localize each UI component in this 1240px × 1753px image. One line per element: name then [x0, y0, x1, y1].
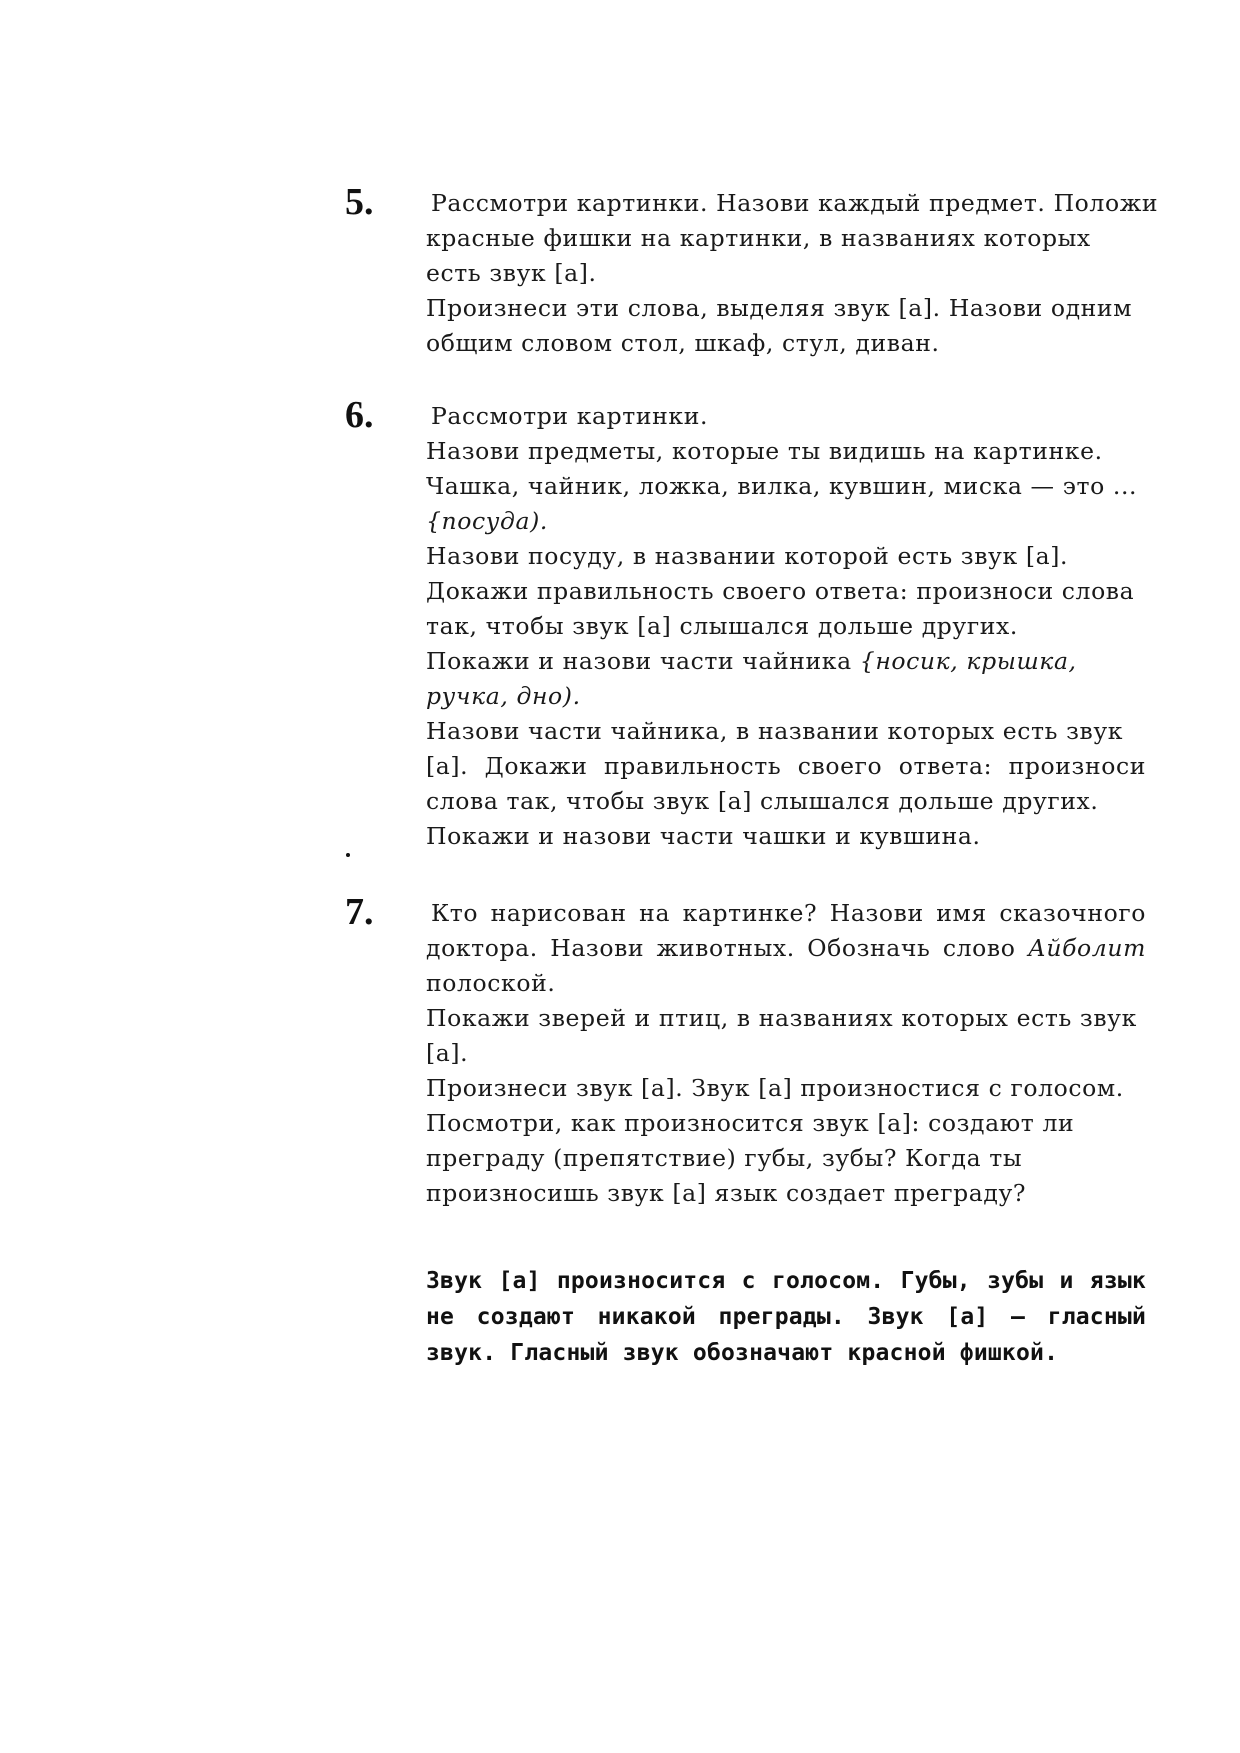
- task-6-line: Назови части чайника, в названии которых есть звук: [426, 717, 1124, 745]
- task-5-line: красные фишки на картинки, в названиях которых: [426, 224, 1091, 252]
- task-5-text: [426, 186, 1159, 361]
- task-6-line: Чашка, чайник, ложка, вилка, кувшин, миска — это ...: [426, 472, 1138, 500]
- task-7-line: Произнеси звук [а]. Звук [а] произностися с голосом.: [426, 1074, 1124, 1102]
- task-6-line: Назови предметы, которые ты видишь на картинке.: [426, 437, 1103, 465]
- rule-line: Звук [а] произносится с голосом. Губы, зубы и язык: [426, 1268, 1146, 1294]
- task-5-line: есть звук [а].: [426, 259, 597, 287]
- task-7-text: [426, 896, 1146, 1211]
- task-6-answer: {носик, крышка,: [859, 647, 1077, 675]
- task-7-line: полоской.: [426, 969, 556, 997]
- task-7-line: Покажи зверей и птиц, в названиях которых есть звук: [426, 1004, 1137, 1032]
- rule-line: звук. Гласный звук обозначают красной фишкой.: [426, 1340, 1059, 1366]
- task-7-line-text: доктора. Назови животных. Обозначь слово: [426, 934, 1016, 962]
- task-6-line: слова так, чтобы звук [а] слышался дольше других.: [426, 787, 1099, 815]
- task-5-line: общим словом стол, шкаф, стул, диван.: [426, 329, 940, 357]
- task-number-7: 7.: [345, 891, 374, 933]
- task-number-6: 6.: [345, 394, 374, 436]
- task-6-line: так, чтобы звук [а] слышался дольше других.: [426, 612, 1018, 640]
- task-6-line: Покажи и назови части чашки и кувшина.: [426, 822, 981, 850]
- task-7-name: Айболит: [1027, 934, 1146, 962]
- task-6-line: Докажи правильность своего ответа: произноси слова: [426, 577, 1135, 605]
- task-7-line: Посмотри, как произносится звук [а]: создают ли: [426, 1109, 1075, 1137]
- task-5-line: Рассмотри картинки. Назови каждый предмет. Положи: [431, 189, 1159, 217]
- task-7-line: [а].: [426, 1039, 469, 1067]
- task-6-text: [426, 399, 1146, 854]
- task-6-line: Рассмотри картинки.: [431, 402, 709, 430]
- task-6-line-text: Покажи и назови части чайника: [426, 647, 852, 675]
- task-6-answer: {посуда).: [426, 507, 548, 535]
- task-6-line: Назови посуду, в названии которой есть звук [а].: [426, 542, 1069, 570]
- task-7-line: преграду (препятствие) губы, зубы? Когда ты: [426, 1144, 1023, 1172]
- task-number-5: 5.: [345, 181, 374, 223]
- stray-dot-mark: [346, 853, 350, 857]
- task-6-answer: ручка, дно).: [426, 682, 581, 710]
- rule-line: не создают никакой преграды. Звук [а] — гласный: [426, 1304, 1146, 1330]
- task-5-line: Произнеси эти слова, выделяя звук [а]. Назови одним: [426, 294, 1133, 322]
- task-7-line: Кто нарисован на картинке? Назови имя сказочного: [431, 899, 1146, 927]
- task-7-line: произносишь звук [а] язык создает преграду?: [426, 1179, 1027, 1207]
- task-6-line: [а]. Докажи правильность своего ответа: произноси: [426, 752, 1146, 780]
- task-7-line: [426, 931, 1146, 966]
- rule-note: [426, 1263, 1146, 1371]
- task-6-line: [426, 644, 1146, 679]
